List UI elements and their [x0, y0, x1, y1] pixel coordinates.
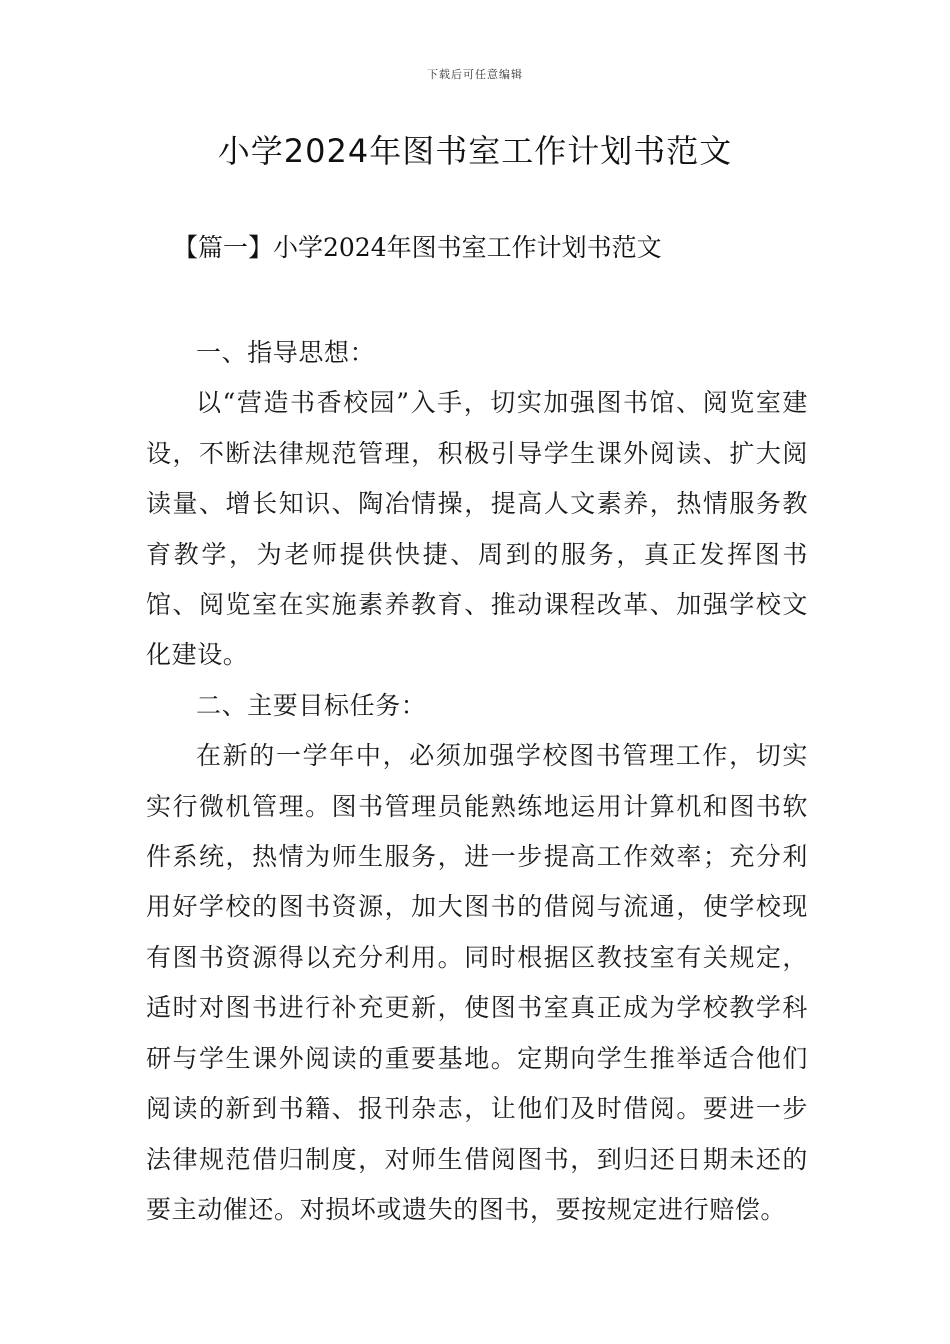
header-note: 下载后可任意编辑 [427, 68, 523, 81]
paragraph-guiding-thought: 以“营造书香校园”入手，切实加强图书馆、阅览室建设，不断法律规范管理，积极引导学生课外阅读、扩大阅读量、增长知识、陶冶情操，提高人文素养，热情服务教育教学，为老师提供快捷、周到的服务，真正发挥图书馆、阅览室在实施素养教育、推动课程改革、加强学校文化建设。 [146, 388, 808, 670]
heading-guiding-thought: 一、指导思想： [196, 338, 376, 367]
section-title: 【篇一】小学2024年图书室工作计划书范文 [173, 233, 662, 262]
paragraph-main-tasks: 在新的一学年中，必须加强学校图书管理工作，切实实行微机管理。图书管理员能熟练地运用计算机和图书软件系统，热情为师生服务，进一步提高工作效率；充分利用好学校的图书资源，加大图书的借阅与流通，使学校现有图书资源得以充分利用。同时根据区教技室有关规定，适时对图书进行补充更新，使图书室真正成为学校教学科研与学生课外阅读的重要基地。定期向学生推举适合他们阅读的新到书籍、报刊杂志，让他们及时借阅。要进一步法律规范借归制度，对师生借阅图书，到归还日期未还的要主动催还。对损坏或遗失的图书，要按规定进行赔偿。 [146, 741, 808, 1224]
heading-main-tasks: 二、主要目标任务： [196, 690, 427, 720]
document-body [146, 328, 808, 1235]
document-title: 小学2024年图书室工作计划书范文 [217, 132, 733, 170]
